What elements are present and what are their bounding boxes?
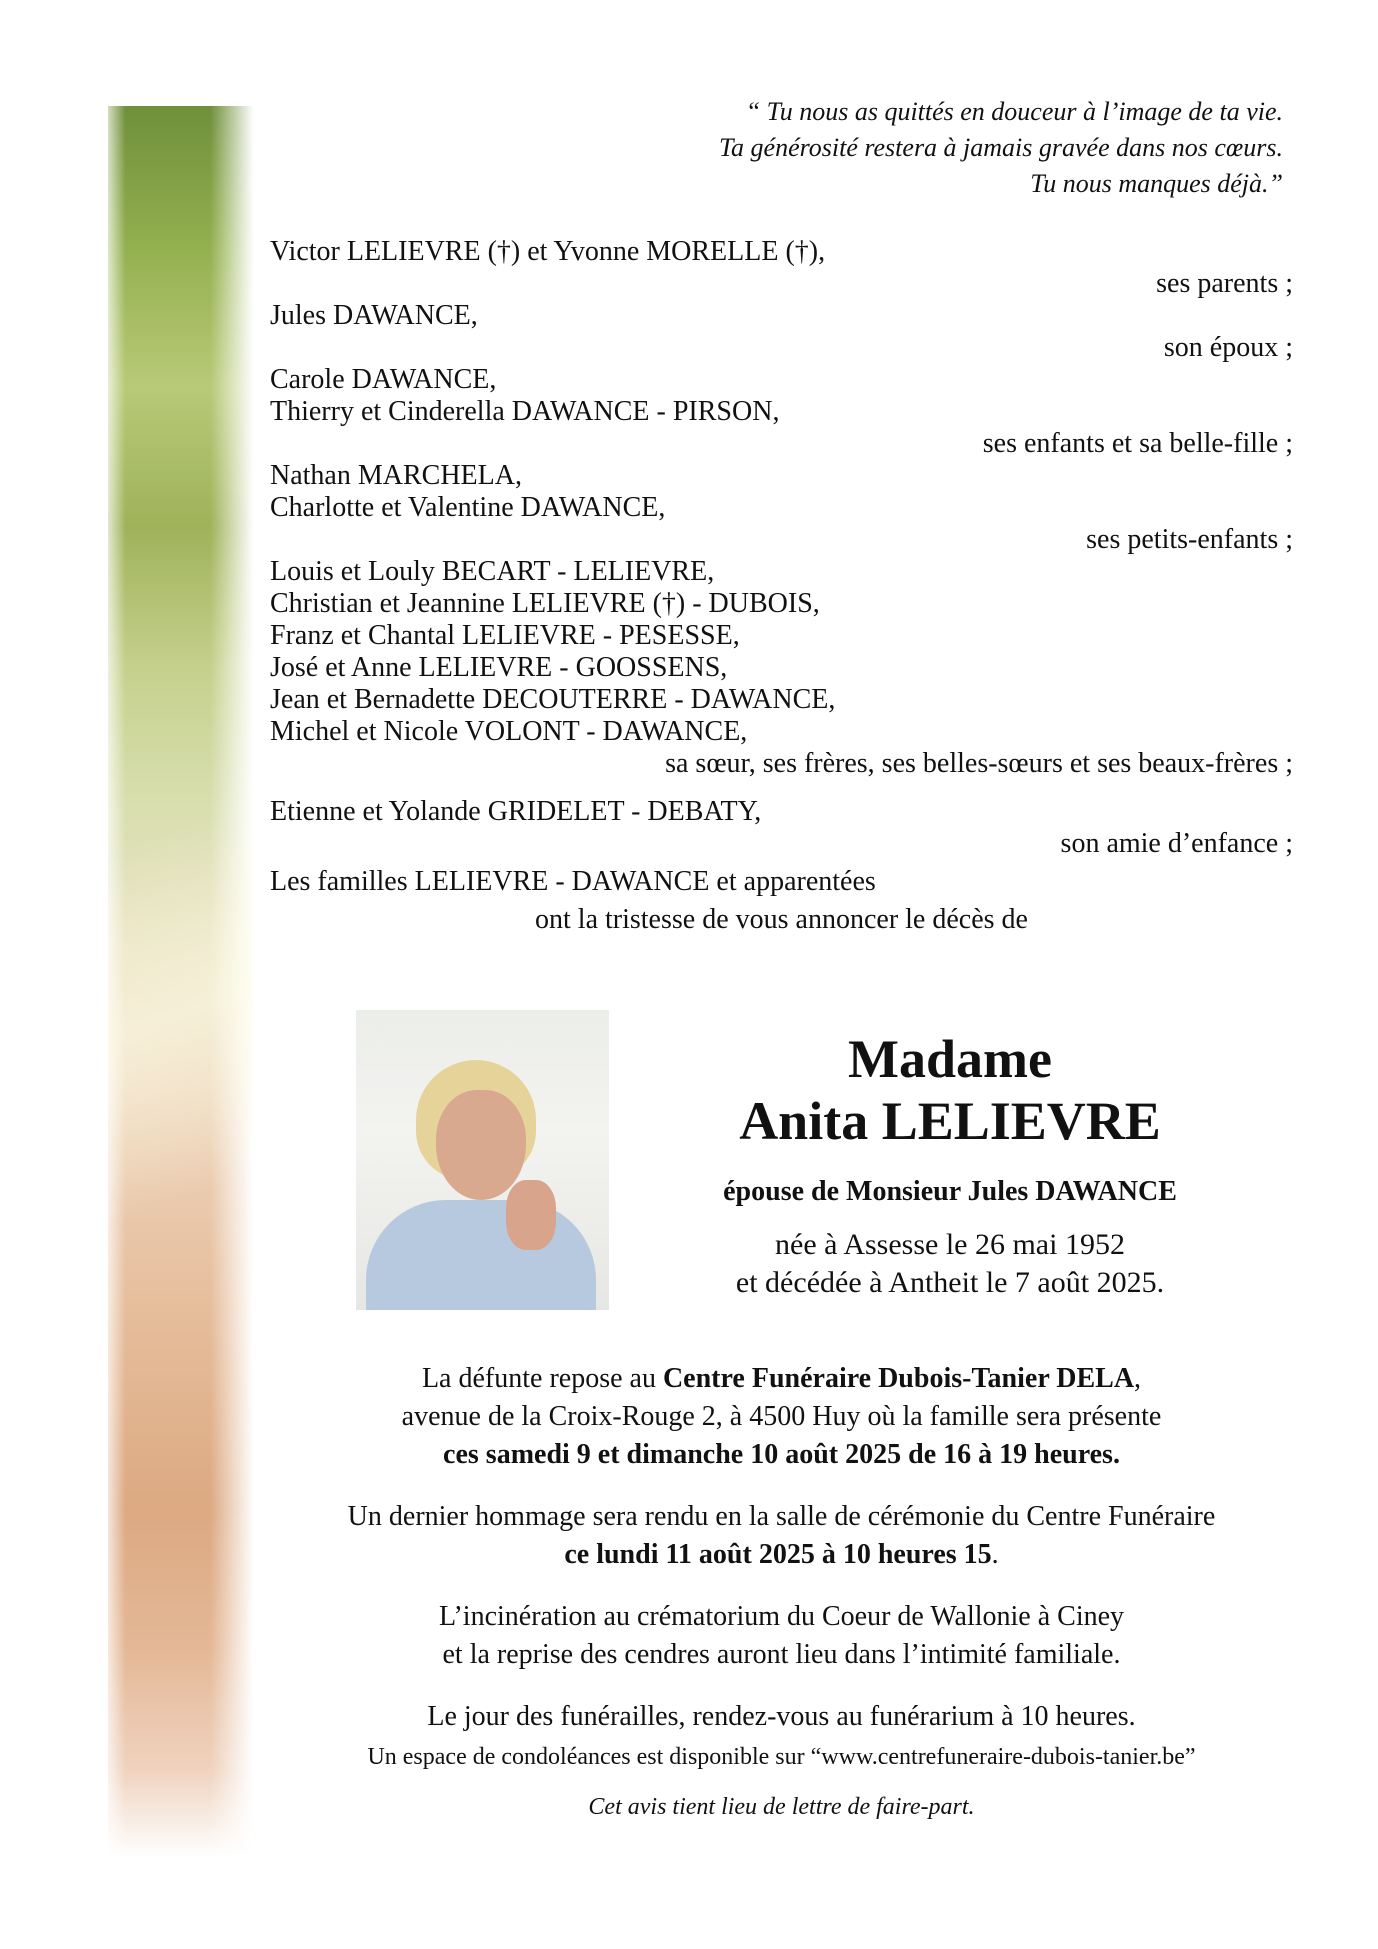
parents-role: ses parents ;	[1156, 268, 1293, 299]
funeral-info	[270, 1360, 1293, 1822]
sibling-name: Michel et Nicole VOLONT - DAWANCE,	[270, 716, 748, 747]
death-line: et décédée à Antheit le 7 août 2025.	[735, 1266, 1165, 1299]
cremation-line: L’incinération au crématorium du Coeur de Wallonie à Ciney	[438, 1601, 1125, 1632]
homage-paragraph	[270, 1498, 1293, 1574]
light-rays-decoration	[108, 700, 254, 1400]
homage-date: ce lundi 11 août 2025 à 10 heures 15	[564, 1539, 992, 1570]
rest-suffix: ,	[1134, 1363, 1142, 1394]
spouse-name: Jules DAWANCE,	[270, 300, 478, 331]
sibling-name: Jean et Bernadette DECOUTERRE - DAWANCE,	[270, 684, 836, 715]
announcement-line: ont la tristesse de vous annoncer le décès de	[535, 904, 1028, 935]
deceased-title: Madame	[848, 1029, 1052, 1089]
funeral-home-name: Centre Funéraire Dubois-Tanier DELA	[662, 1363, 1135, 1394]
cremation-paragraph	[270, 1598, 1293, 1674]
quote-line: Tu nous manques déjà.”	[1030, 169, 1283, 198]
grandchildren-role: ses petits-enfants ;	[1086, 524, 1293, 555]
family-list	[270, 236, 1293, 936]
child-name: Carole DAWANCE,	[270, 364, 497, 395]
sibling-name: Louis et Louly BECART - LELIEVRE,	[270, 556, 715, 587]
deceased-portrait	[356, 1010, 609, 1310]
parents-names: Victor LELIEVRE (†) et Yvonne MORELLE (†),	[270, 236, 826, 267]
birth-line: née à Assesse le 26 mai 1952	[775, 1228, 1125, 1261]
homage-suffix: .	[991, 1539, 999, 1570]
sibling-name: Christian et Jeannine LELIEVRE (†) - DUBOIS,	[270, 588, 820, 619]
siblings-role: sa sœur, ses frères, ses belles-sœurs et ses beaux-frères ;	[665, 748, 1293, 779]
deceased-name: Anita LELIEVRE	[739, 1091, 1161, 1151]
deceased-spouse-line: épouse de Monsieur Jules DAWANCE	[723, 1176, 1177, 1207]
meeting-line: Le jour des funérailles, rendez-vous au funérarium à 10 heures.	[427, 1701, 1136, 1732]
quote-line: “ Tu nous as quittés en douceur à l’image de ta vie.	[745, 97, 1283, 126]
spouse-role: son époux ;	[1163, 332, 1293, 363]
families-line: Les familles LELIEVRE - DAWANCE et apparentées	[270, 866, 876, 897]
visitation-paragraph	[270, 1360, 1293, 1474]
homage-text: Un dernier hommage sera rendu en la salle de cérémonie du Centre Funéraire	[347, 1501, 1216, 1532]
friend-name: Etienne et Yolande GRIDELET - DEBATY,	[270, 796, 762, 827]
deceased-block	[640, 1028, 1260, 1302]
epitaph-quote	[583, 94, 1283, 202]
quote-line: Ta générosité restera à jamais gravée dans nos cœurs.	[718, 133, 1283, 162]
notice-line: Cet avis tient lieu de lettre de faire-part.	[588, 1794, 975, 1820]
funeral-home-address: avenue de la Croix-Rouge 2, à 4500 Huy où la famille sera présente	[401, 1401, 1162, 1432]
grandchild-name: Nathan MARCHELA,	[270, 460, 522, 491]
sibling-name: Franz et Chantal LELIEVRE - PESESSE,	[270, 620, 740, 651]
condolences-line: Un espace de condoléances est disponible sur “www.centrefuneraire-dubois-tanier.be”	[367, 1744, 1196, 1770]
children-role: ses enfants et sa belle-fille ;	[982, 428, 1293, 459]
grandchild-name: Charlotte et Valentine DAWANCE,	[270, 492, 666, 523]
sibling-name: José et Anne LELIEVRE - GOOSSENS,	[270, 652, 728, 683]
visiting-hours: ces samedi 9 et dimanche 10 août 2025 de 16 à 19 heures.	[443, 1439, 1120, 1470]
child-name: Thierry et Cinderella DAWANCE - PIRSON,	[270, 396, 780, 427]
cremation-line: et la reprise des cendres auront lieu dans l’intimité familiale.	[442, 1639, 1121, 1670]
rest-prefix: La défunte repose au	[421, 1363, 663, 1394]
friend-role: son amie d’enfance ;	[1060, 828, 1293, 859]
